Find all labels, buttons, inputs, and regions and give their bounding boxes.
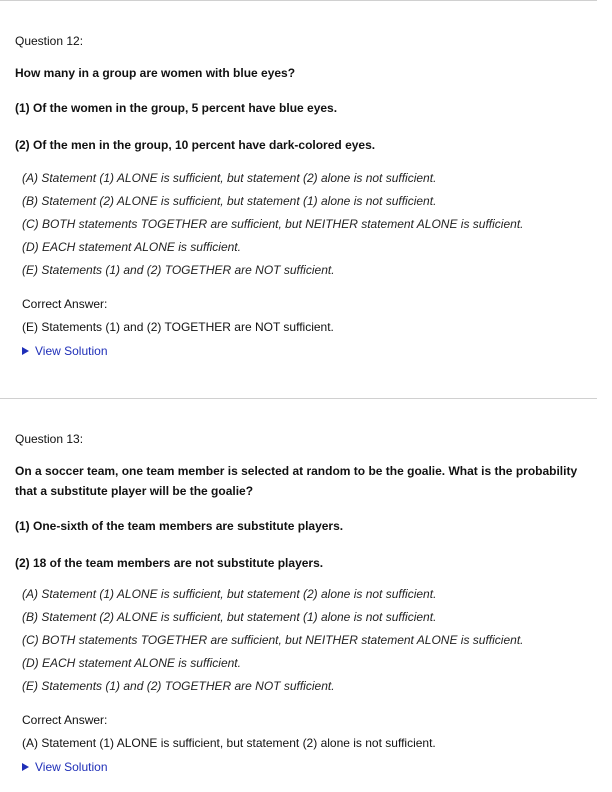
expand-triangle-icon [22, 347, 29, 355]
statement-2: (2) 18 of the team members are not substitute players. [15, 556, 324, 570]
correct-answer-label: Correct Answer: [22, 713, 108, 727]
question-title: Question 12: [15, 34, 84, 48]
answer-choices [22, 170, 597, 285]
question-title: Question 13: [15, 432, 84, 446]
answer-choices [22, 586, 597, 701]
choice-e: (E) Statements (1) and (2) TOGETHER are NOT sufficient. [22, 263, 335, 277]
view-solution-label: View Solution [35, 344, 108, 358]
question-stem: On a soccer team, one team member is selected at random to be the goalie. What is the probability that a substitute player will be the goalie? [15, 464, 578, 498]
view-solution-label: View Solution [35, 760, 108, 774]
question-divider [0, 398, 597, 399]
choice-e: (E) Statements (1) and (2) TOGETHER are NOT sufficient. [22, 679, 335, 693]
correct-answer-value: (E) Statements (1) and (2) TOGETHER are NOT sufficient. [22, 320, 334, 334]
statement-1: (1) One-sixth of the team members are substitute players. [15, 519, 344, 533]
expand-triangle-icon [22, 763, 29, 771]
view-solution-link[interactable] [22, 343, 108, 359]
question-12-block [15, 33, 597, 360]
choice-d: (D) EACH statement ALONE is sufficient. [22, 656, 241, 670]
view-solution-link[interactable] [22, 759, 108, 775]
correct-answer-label: Correct Answer: [22, 297, 108, 311]
correct-answer-value: (A) Statement (1) ALONE is sufficient, but statement (2) alone is not sufficient. [22, 736, 436, 750]
choice-c: (C) BOTH statements TOGETHER are sufficient, but NEITHER statement ALONE is sufficient. [22, 633, 524, 647]
question-stem: How many in a group are women with blue eyes? [15, 66, 296, 80]
choice-b: (B) Statement (2) ALONE is sufficient, but statement (1) alone is not sufficient. [22, 194, 437, 208]
top-divider [0, 0, 597, 1]
question-13-block [15, 431, 597, 776]
choice-c: (C) BOTH statements TOGETHER are sufficient, but NEITHER statement ALONE is sufficient. [22, 217, 524, 231]
choice-a: (A) Statement (1) ALONE is sufficient, but statement (2) alone is not sufficient. [22, 171, 437, 185]
statement-2: (2) Of the men in the group, 10 percent have dark-colored eyes. [15, 138, 376, 152]
statement-1: (1) Of the women in the group, 5 percent have blue eyes. [15, 101, 338, 115]
choice-b: (B) Statement (2) ALONE is sufficient, but statement (1) alone is not sufficient. [22, 610, 437, 624]
choice-d: (D) EACH statement ALONE is sufficient. [22, 240, 241, 254]
choice-a: (A) Statement (1) ALONE is sufficient, but statement (2) alone is not sufficient. [22, 587, 437, 601]
